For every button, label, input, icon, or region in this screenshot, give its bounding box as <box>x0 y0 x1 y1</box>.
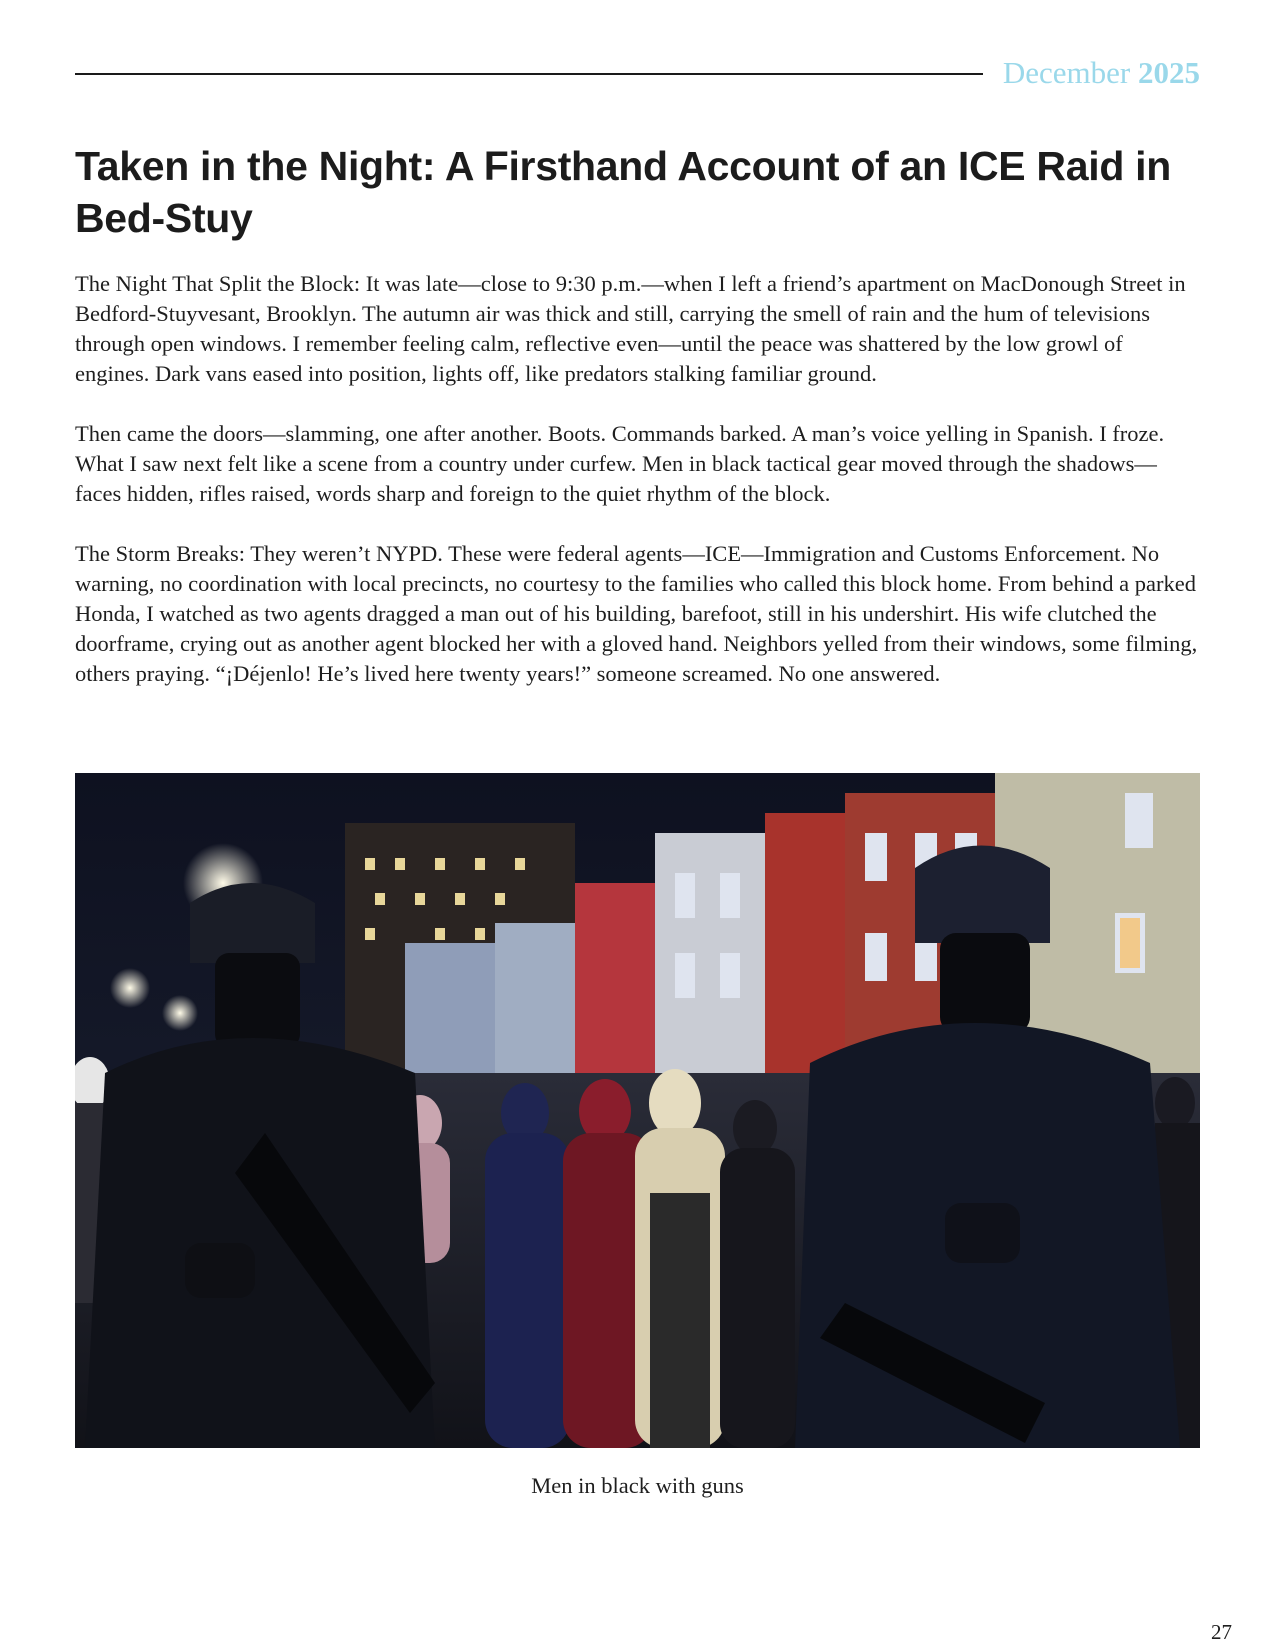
article-title: Taken in the Night: A Firsthand Account of an ICE Raid in Bed-Stuy <box>75 143 1171 241</box>
article-body <box>75 269 1202 719</box>
issue-year: 2025 <box>1138 55 1200 90</box>
issue-month: December <box>1002 55 1131 90</box>
article-paragraph: The Storm Breaks: They weren’t NYPD. These were federal agents—ICE—Immigration and Customs Enforcement. No warning, no coordination with local precincts, no courtesy to the families who called this block home. From behind a parked Honda, I watched as two agents dragged a man out of his building, barefoot, still in his undershirt. His wife clutched the doorframe, crying out as another agent blocked her with a gloved hand. Neighbors yelled from their windows, some filming, others praying. “¡Déjenlo! He’s lived here twenty years!” someone screamed. No one answered. <box>75 541 1198 686</box>
header-rule <box>75 73 983 75</box>
issue-date <box>1003 55 1200 91</box>
article-paragraph: Then came the doors—slamming, one after another. Boots. Commands barked. A man’s voice yelling in Spanish. I froze. What I saw next felt like a scene from a country under curfew. Men in black tactical gear moved through the shadows—faces hidden, rifles raised, words sharp and foreign to the quiet rhythm of the block. <box>75 421 1165 506</box>
article-paragraph: The Night That Split the Block: It was late—close to 9:30 p.m.—when I left a friend’s apartment on MacDonough Street in Bedford-Stuyvesant, Brooklyn. The autumn air was thick and still, carrying the smell of rain and the hum of televisions through open windows. I remember feeling calm, reflective even—until the peace was shattered by the low growl of engines. Dark vans eased into position, lights off, like predators stalking familiar ground. <box>75 271 1186 386</box>
page-number: 27 <box>1211 1620 1232 1644</box>
night-raid-photo <box>75 773 1200 1448</box>
article-photo <box>75 773 1200 1448</box>
photo-caption: Men in black with guns <box>531 1473 744 1498</box>
